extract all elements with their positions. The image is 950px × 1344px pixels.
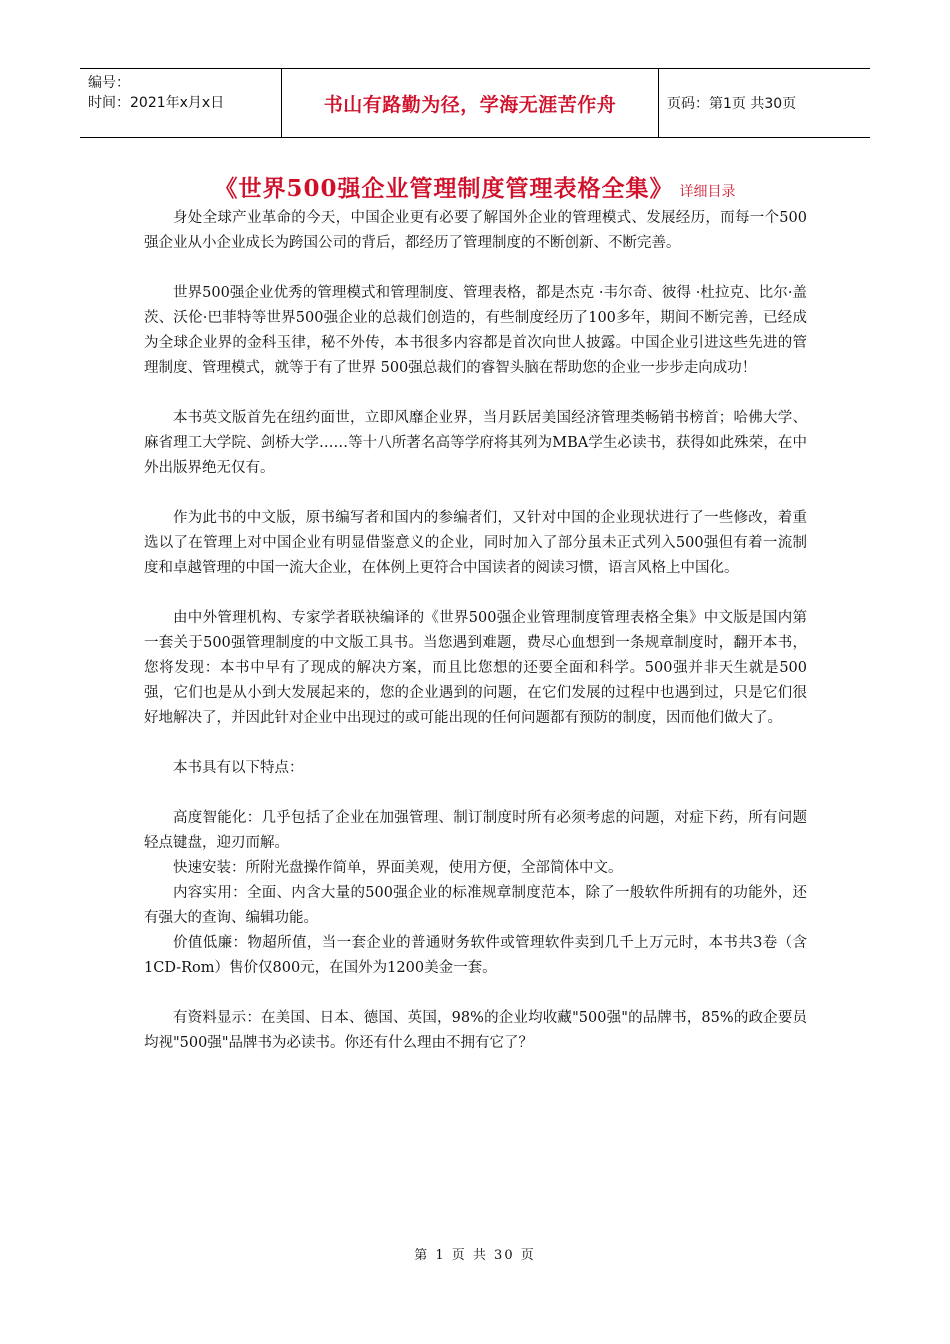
paragraph: 身处全球产业革命的今天，中国企业更有必要了解国外企业的管理模式、发展经历，而每一个500强企业从小企业成长为跨国公司的背后，都经历了管理制度的不断创新、不断完善。 — [144, 210, 807, 251]
page-footer: 第 1 页 共 30 页 — [414, 1248, 536, 1263]
paragraph: 由中外管理机构、专家学者联袂编译的《世界500强企业管理制度管理表格全集》中文版是国内第一套关于500强管理制度的中文版工具书。当您遇到难题，费尽心血想到一条规章制度时，翻开本书，您将发现：本书中早有了现成的解决方案，而且比您想的还要全面和科学。500强并非天生就是500强，它们也是从小到大发展起来的，您的企业遇到的问题，在它们发展的过程中也遇到过，只是它们很好地解决了，并因此针对企业中出现过的或可能出现的任何问题都有预防的制度，因而他们做大了。 — [144, 610, 807, 726]
document-body — [144, 206, 807, 1081]
paragraph: 作为此书的中文版，原书编写者和国内的参编者们，又针对中国的企业现状进行了一些修改，着重选以了在管理上对中国企业有明显借鉴意义的企业，同时加入了部分虽未正式列入500强但有着一流制度和卓越管理的中国一流大企业，在体例上更符合中国读者的阅读习惯，语言风格上中国化。 — [144, 510, 807, 576]
feature-item: 高度智能化：几乎包括了企业在加强管理、制订制度时所有必须考虑的问题，对症下药，所有问题轻点键盘，迎刃而解。 — [144, 810, 807, 851]
feature-item: 内容实用：全面、内含大量的500强企业的标准规章制度范本，除了一般软件所拥有的功能外，还有强大的查询、编辑功能。 — [144, 885, 807, 926]
paragraph: 世界500强企业优秀的管理模式和管理制度、管理表格，都是杰克 ·韦尔奇、彼得 ·杜拉克、比尔·盖茨、沃伦·巴菲特等世界500强企业的总裁们创造的，有些制度经历了100多年，期间不断完善，已经成为全球企业界的金科玉律，秘不外传，本书很多内容都是首次向世人披露。中国企业引进这些先进的管理制度、管理模式，就等于有了世界 500强总裁们的睿智头脑在帮助您的企业一步步走向成功！ — [144, 285, 807, 376]
title-sub-link[interactable]: 详细目录 — [679, 184, 736, 200]
header-motto: 书山有路勤为径，学海无涯苦作舟 — [282, 69, 659, 137]
closing-paragraph: 有资料显示：在美国、日本、德国、英国，98%的企业均收藏"500强"的品牌书，85%的政企要员均视"500强"品牌书为必读书。你还有什么理由不拥有它了？ — [144, 1010, 807, 1051]
paragraph: 本书英文版首先在纽约面世，立即风靡企业界，当月跃居美国经济管理类畅销书榜首；哈佛大学、麻省理工大学院、剑桥大学……等十八所著名高等学府将其列为MBA学生必读书，获得如此殊荣，在中外出版界绝无仅有。 — [144, 410, 807, 476]
number-label: 编号： — [88, 75, 130, 91]
document-title — [0, 170, 950, 203]
feature-item: 快速安装：所附光盘操作简单，界面美观，使用方便，全部简体中文。 — [173, 860, 623, 876]
paragraph: 本书具有以下特点： — [173, 760, 304, 776]
header-meta — [80, 69, 282, 137]
title-main: 《世界500强企业管理制度管理表格全集》 — [214, 175, 674, 202]
feature-item: 价值低廉：物超所值，当一套企业的普通财务软件或管理软件卖到几千上万元时，本书共3卷（含1CD-Rom）售价仅800元，在国外为1200美金一套。 — [144, 935, 807, 976]
header-page-label: 页码：第1页 共30页 — [667, 96, 797, 112]
time-label: 时间：2021年x月x日 — [88, 95, 225, 111]
document-header — [80, 68, 870, 138]
